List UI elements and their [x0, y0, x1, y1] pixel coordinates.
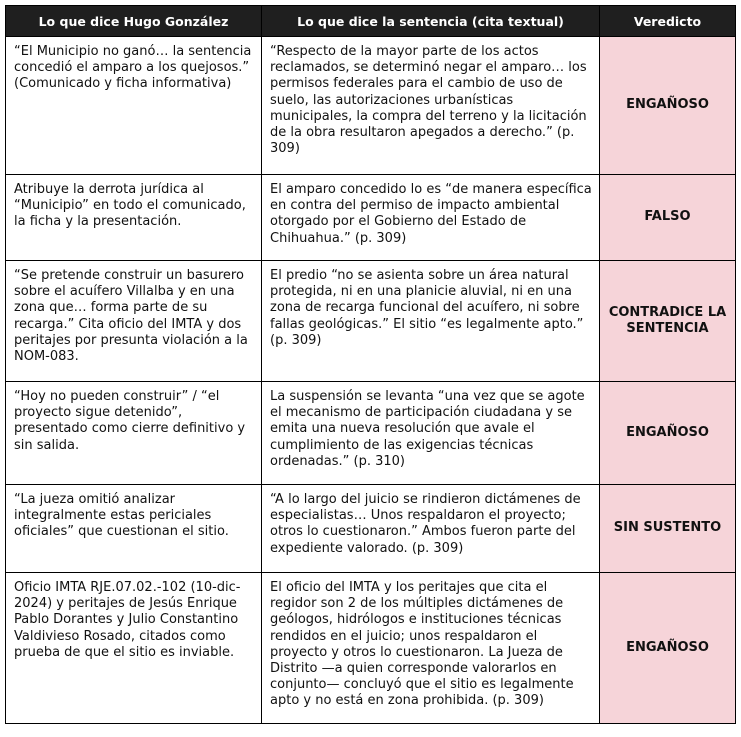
- ruling-cell: El amparo concedido lo es “de manera específica en contra del permiso de impacto ambiental otorgado por el Gobierno del Estado de Chihuahua.” (p. 309): [262, 175, 600, 261]
- table-row: [6, 573, 736, 724]
- header-row: [6, 6, 736, 37]
- table-row: [6, 261, 736, 382]
- verdict-cell: ENGAÑOSO: [600, 37, 736, 175]
- claim-cell: “Hoy no pueden construir” / “el proyecto sigue detenido”, presentado como cierre definitivo y sin salida.: [6, 382, 262, 485]
- header-verdict: Veredicto: [600, 6, 736, 37]
- verdict-cell: SIN SUSTENTO: [600, 485, 736, 573]
- claim-cell: “Se pretende construir un basurero sobre el acuífero Villalba y en una zona que… forma parte de su recarga.” Cita oficio del IMTA y dos peritajes por presunta violación a la NOM-083.: [6, 261, 262, 382]
- claim-cell: Atribuye la derrota jurídica al “Municipio” en todo el comunicado, la ficha y la presentación.: [6, 175, 262, 261]
- claim-cell: “El Municipio no ganó… la sentencia concedió el amparo a los quejosos.” (Comunicado y ficha informativa): [6, 37, 262, 175]
- verdict-cell: ENGAÑOSO: [600, 573, 736, 724]
- verdict-cell: CONTRADICE LA SENTENCIA: [600, 261, 736, 382]
- table-row: [6, 382, 736, 485]
- claim-cell: “La jueza omitió analizar integralmente estas periciales oficiales” que cuestionan el sitio.: [6, 485, 262, 573]
- ruling-cell: El oficio del IMTA y los peritajes que cita el regidor son 2 de los múltiples dictámenes de geólogos, hidrólogos e instituciones técnicas rendidos en el juicio; unos respaldaron el proyecto y otros lo cuestionaron. La Jueza de Distrito —a quien corresponde valorarlos en conjunto— concluyó que el sitio es legalmente apto y no está en zona prohibida. (p. 309): [262, 573, 600, 724]
- table-row: [6, 37, 736, 175]
- table-row: [6, 485, 736, 573]
- fact-check-table: [5, 5, 736, 724]
- header-ruling: Lo que dice la sentencia (cita textual): [262, 6, 600, 37]
- header-claim: Lo que dice Hugo González: [6, 6, 262, 37]
- table-row: [6, 175, 736, 261]
- ruling-cell: El predio “no se asienta sobre un área natural protegida, ni en una planicie aluvial, ni en una zona de recarga funcional del acuífero, ni sobre fallas geológicas.” El sitio “es legalmente apto.” (p. 309): [262, 261, 600, 382]
- ruling-cell: “A lo largo del juicio se rindieron dictámenes de especialistas… Unos respaldaron el proyecto; otros lo cuestionaron.” Ambos fueron parte del expediente valorado. (p. 309): [262, 485, 600, 573]
- ruling-cell: La suspensión se levanta “una vez que se agote el mecanismo de participación ciudadana y se emita una nueva resolución que avale el cumplimiento de las exigencias técnicas ordenadas.” (p. 310): [262, 382, 600, 485]
- claim-cell: Oficio IMTA RJE.07.02.-102 (10-dic-2024) y peritajes de Jesús Enrique Pablo Dorantes y Julio Constantino Valdivieso Rosado, citados como prueba de que el sitio es inviable.: [6, 573, 262, 724]
- verdict-cell: FALSO: [600, 175, 736, 261]
- verdict-cell: ENGAÑOSO: [600, 382, 736, 485]
- ruling-cell: “Respecto de la mayor parte de los actos reclamados, se determinó negar el amparo… los permisos federales para el cambio de uso de suelo, las autorizaciones urbanísticas municipales, la compra del terreno y la licitación de la obra resultaron apegados a derecho.” (p. 309): [262, 37, 600, 175]
